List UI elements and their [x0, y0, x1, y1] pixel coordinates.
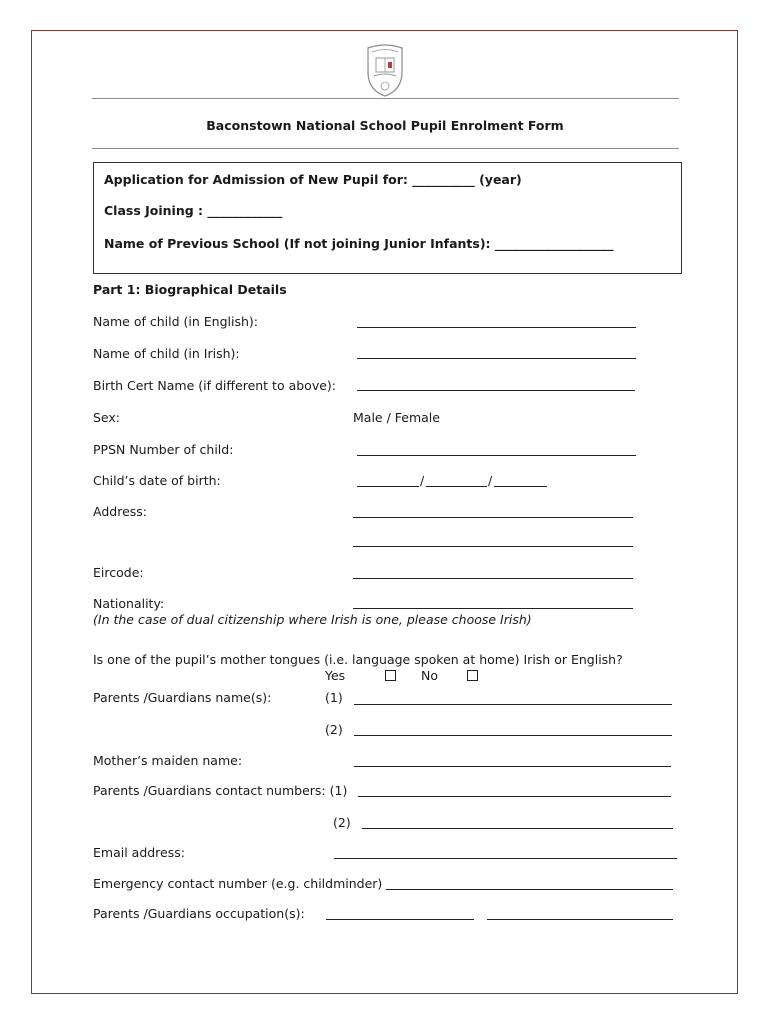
name-english-label: Name of child (in English):	[93, 314, 258, 329]
name-irish-label: Name of child (in Irish):	[93, 346, 240, 361]
sex-label: Sex:	[93, 410, 121, 425]
header-rule-bottom	[92, 148, 679, 149]
occupation-label: Parents /Guardians occupation(s):	[93, 906, 305, 921]
emergency-contact-field[interactable]	[386, 889, 673, 890]
maiden-name-field[interactable]	[354, 766, 671, 767]
parents-names-label: Parents /Guardians name(s):	[93, 690, 272, 705]
admission-year-line: Application for Admission of New Pupil for: __________ (year)	[104, 172, 522, 187]
maiden-name-label: Mother’s maiden name:	[93, 753, 243, 768]
header-rule-top	[92, 98, 679, 99]
dob-month-field[interactable]	[426, 486, 487, 487]
ppsn-field[interactable]	[357, 455, 636, 456]
parent-name-2-number: (2)	[325, 722, 343, 737]
contact-numbers-label: Parents /Guardians contact numbers: (1)	[93, 783, 348, 798]
nationality-label: Nationality:	[93, 596, 165, 611]
name-irish-field[interactable]	[357, 358, 636, 359]
nationality-note: (In the case of dual citizenship where Irish is one, please choose Irish)	[93, 612, 532, 627]
ppsn-label: PPSN Number of child:	[93, 442, 234, 457]
dob-separator-1: /	[420, 473, 425, 488]
name-english-field[interactable]	[357, 327, 636, 328]
address-label: Address:	[93, 504, 147, 519]
yes-label: Yes	[325, 668, 346, 683]
contact-number-2-number: (2)	[333, 815, 351, 830]
contact-number-1-field[interactable]	[358, 796, 671, 797]
dob-separator-2: /	[488, 473, 493, 488]
no-label: No	[421, 668, 438, 683]
previous-school-line: Name of Previous School (If not joining Junior Infants): ___________________	[104, 236, 614, 251]
parent-name-1-field[interactable]	[354, 704, 672, 705]
sex-options[interactable]: Male / Female	[353, 410, 440, 425]
eircode-field[interactable]	[353, 578, 633, 579]
no-checkbox[interactable]	[467, 670, 478, 681]
address-field-1[interactable]	[353, 517, 633, 518]
form-title: Baconstown National School Pupil Enrolment Form	[206, 118, 564, 133]
class-joining-line: Class Joining : ____________	[104, 203, 283, 218]
dob-day-field[interactable]	[357, 486, 419, 487]
address-field-2[interactable]	[353, 546, 633, 547]
dob-label: Child’s date of birth:	[93, 473, 221, 488]
email-label: Email address:	[93, 845, 185, 860]
email-field[interactable]	[334, 858, 677, 859]
dob-year-field[interactable]	[494, 486, 547, 487]
occupation-field-2[interactable]	[487, 919, 673, 920]
eircode-label: Eircode:	[93, 565, 144, 580]
emergency-contact-label: Emergency contact number (e.g. childminder)	[93, 876, 383, 891]
mother-tongue-question: Is one of the pupil’s mother tongues (i.e. language spoken at home) Irish or English?	[93, 652, 623, 667]
parent-name-2-field[interactable]	[354, 735, 672, 736]
occupation-field-1[interactable]	[326, 919, 474, 920]
parent-name-1-number: (1)	[325, 690, 343, 705]
birth-cert-field[interactable]	[357, 390, 635, 391]
part1-heading: Part 1: Biographical Details	[93, 282, 287, 297]
contact-number-2-field[interactable]	[362, 828, 673, 829]
birth-cert-label: Birth Cert Name (if different to above):	[93, 378, 336, 393]
school-crest-logo	[362, 42, 408, 98]
nationality-field[interactable]	[353, 608, 633, 609]
yes-checkbox[interactable]	[385, 670, 396, 681]
